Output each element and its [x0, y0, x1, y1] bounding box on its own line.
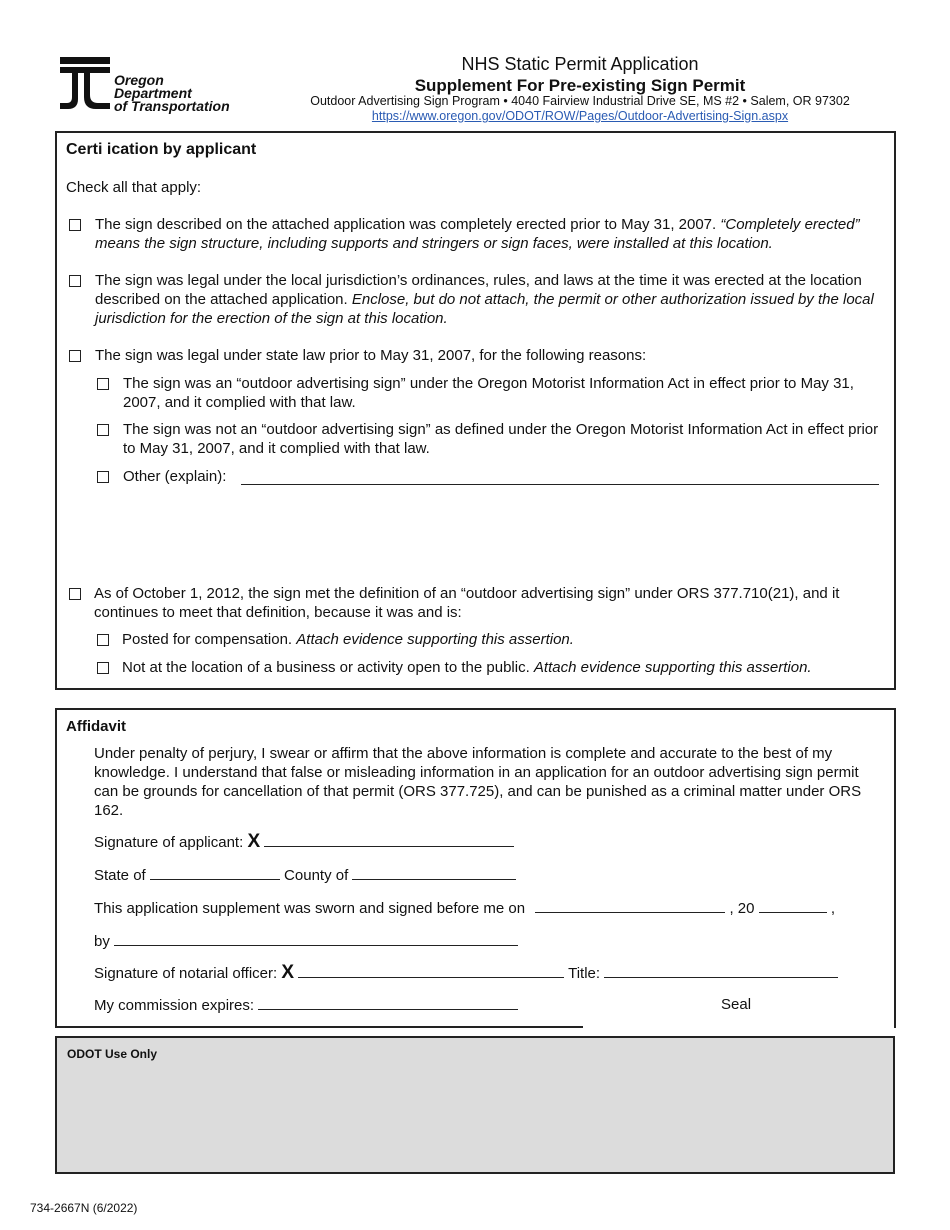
form-number: 734-2667N (6/2022) [30, 1201, 138, 1215]
sworn-date-field[interactable] [535, 898, 725, 913]
odot-use-only-section [55, 1036, 895, 1174]
notary-signature-label: Signature of notarial officer: [94, 965, 278, 982]
checkbox-other[interactable] [97, 471, 109, 483]
subitem-compensation: Posted for compensation. Attach evidence supporting this assertion. [122, 631, 574, 648]
sworn-label: This application supplement was sworn and signed before me on [94, 900, 526, 917]
by-label: by [94, 933, 110, 950]
subitem-other-label: Other (explain): [123, 468, 227, 485]
item-oct-2012: As of October 1, 2012, the sign met the definition of an “outdoor advertising sign” under ORS 377.710(21), and it continues to meet that definition, because it was and is: [94, 585, 840, 621]
checkbox-compensation[interactable] [97, 634, 109, 646]
applicant-signature-row [94, 832, 514, 852]
certification-heading: Certi ication by applicant [66, 141, 257, 158]
item-erected-prior: The sign described on the attached application was completely erected prior to May 31, 2007. “Completely erected” means the sign structure, including supports and stringers or sign faces, were installed at this location. [95, 216, 860, 252]
program-address: Outdoor Advertising Sign Program • 4040 Fairview Industrial Drive SE, MS #2 • Salem, OR 97302 [310, 94, 850, 108]
affidavit-section [55, 708, 896, 1028]
checkbox-legal-state[interactable] [69, 350, 81, 362]
affidavit-body: Under penalty of perjury, I swear or affirm that the above information is complete and accurate to the best of my knowledge. I understand that false or misleading information in an application for an outdoor advertising sign permit can be grounds for cancellation of that permit (ORS 377.725), and can be punished as a criminal matter under ORS 162. [94, 745, 862, 819]
applicant-signature-label: Signature of applicant: [94, 834, 244, 851]
odot-use-heading: ODOT Use Only [67, 1047, 158, 1061]
notary-signature-row [94, 963, 838, 983]
odot-logo [58, 55, 258, 115]
checkbox-oct-2012[interactable] [69, 588, 81, 600]
year-comma: , [830, 900, 835, 917]
checkbox-not-public[interactable] [97, 662, 109, 674]
state-of-label: State of [94, 867, 146, 884]
checkbox-legal-local[interactable] [69, 275, 81, 287]
odot-logo-icon [58, 55, 112, 113]
commission-field[interactable] [258, 995, 518, 1010]
year-prefix: , 20 [729, 900, 755, 917]
by-field[interactable] [114, 931, 518, 946]
form-subtitle: Supplement For Pre-existing Sign Permit [414, 76, 746, 95]
seal-label: Seal [721, 996, 752, 1013]
affidavit-heading: Affidavit [66, 718, 126, 735]
certification-section [55, 131, 896, 690]
program-url-link[interactable]: https://www.oregon.gov/ODOT/ROW/Pages/Outdoor-Advertising-Sign.aspx [371, 109, 789, 123]
affidavit-bottom-border [55, 1026, 583, 1028]
x-mark: X [247, 831, 261, 852]
organization-name: Oregon Department of Transportation [114, 72, 230, 114]
sworn-date-row [94, 898, 835, 918]
x-mark: X [281, 962, 295, 983]
other-explain-field[interactable] [241, 484, 879, 485]
title-field[interactable] [604, 963, 838, 978]
item-legal-local: The sign was legal under the local jurisdiction’s ordinances, rules, and laws at the time it was erected at the location described on the attached application. Enclose, but do not attach, the permit or other authorization issued by the local jurisdiction for the erection of the sign at this location. [95, 272, 874, 327]
notary-signature-field[interactable] [298, 963, 564, 978]
check-instruction: Check all that apply: [66, 179, 202, 196]
county-of-label: County of [284, 867, 349, 884]
form-title: NHS Static Permit Application [461, 54, 699, 74]
subitem-not-public: Not at the location of a business or activity open to the public. Attach evidence supporting this assertion. [122, 659, 812, 676]
title-label: Title: [568, 965, 601, 982]
state-county-row [94, 865, 516, 885]
year-field[interactable] [759, 898, 827, 913]
checkbox-erected-prior[interactable] [69, 219, 81, 231]
commission-label: My commission expires: [94, 997, 255, 1014]
county-field[interactable] [352, 865, 516, 880]
subitem-not-oas: The sign was not an “outdoor advertising sign” as defined under the Oregon Motorist Information Act in effect prior to May 31, 2007, and it complied with that law. [123, 421, 879, 457]
state-field[interactable] [150, 865, 280, 880]
checkbox-not-oas[interactable] [97, 424, 109, 436]
subitem-was-oas: The sign was an “outdoor advertising sign” under the Oregon Motorist Information Act in effect prior to May 31, 2007, and it complied with that law. [123, 375, 854, 411]
item-legal-state: The sign was legal under state law prior to May 31, 2007, for the following reasons: [95, 347, 647, 364]
checkbox-was-oas[interactable] [97, 378, 109, 390]
applicant-signature-field[interactable] [264, 832, 514, 847]
by-row [94, 931, 518, 951]
commission-row [94, 995, 518, 1015]
